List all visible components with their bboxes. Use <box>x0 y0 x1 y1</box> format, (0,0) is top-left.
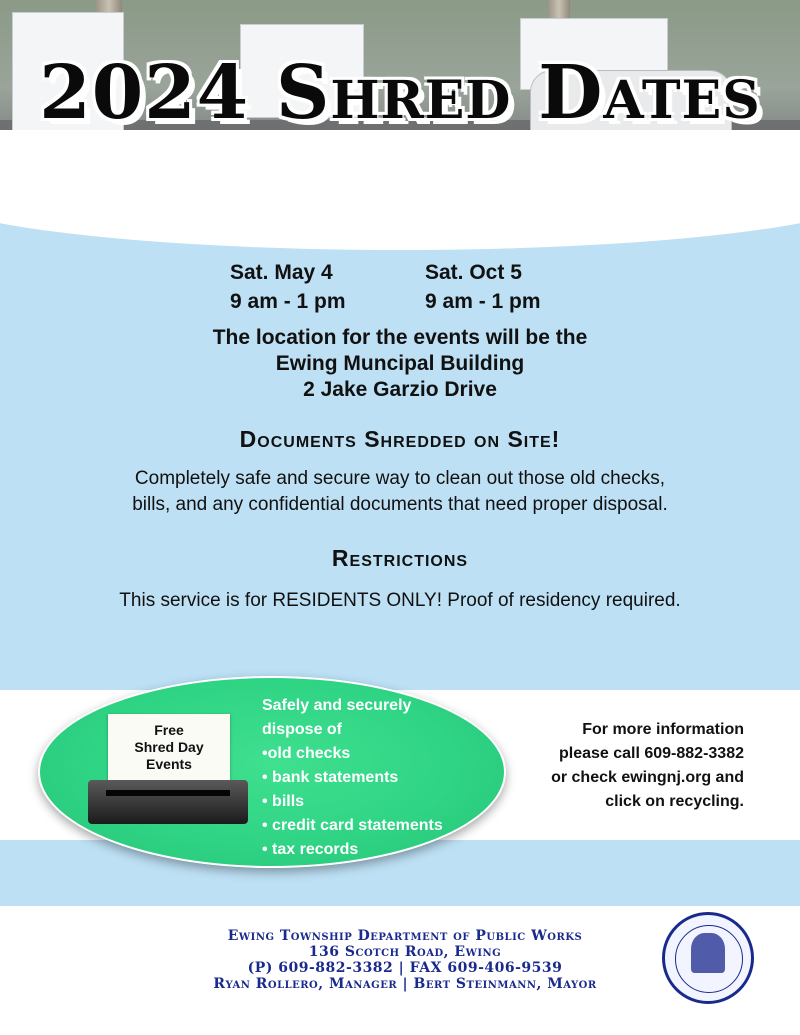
footer-line: Ewing Township Department of Public Works <box>227 928 583 944</box>
event-day: Sat. Oct 5 <box>425 261 522 284</box>
footer-line: 136 Scotch Road, Ewing <box>308 944 502 960</box>
info-line: click on recycling. <box>605 793 744 810</box>
list-item: •old checks <box>262 745 351 762</box>
footer-contact <box>165 928 645 992</box>
paper-label: Shred Day <box>134 739 204 755</box>
shredder-slot <box>106 790 230 796</box>
location-line: 2 Jake Garzio Drive <box>303 378 497 401</box>
location-line: Ewing Muncipal Building <box>275 352 525 375</box>
more-info <box>520 718 744 814</box>
description-line: bills, and any confidential documents that need proper disposal. <box>132 494 668 515</box>
event-date-oct <box>425 258 541 316</box>
restrictions-heading: Restrictions <box>331 545 469 571</box>
list-item: • tax records <box>262 841 359 858</box>
location-line: The location for the events will be the <box>212 326 588 349</box>
list-item: • credit card statements <box>262 817 443 834</box>
event-time: 9 am - 1 pm <box>425 290 541 313</box>
info-line: or check ewingnj.org and <box>551 769 744 786</box>
page-title: 2024 Shred Dates <box>39 50 761 136</box>
description-line: Completely safe and secure way to clean out those old checks, <box>134 468 666 489</box>
list-item: • bank statements <box>262 769 399 786</box>
shredded-description <box>0 466 800 518</box>
event-day: Sat. May 4 <box>230 261 333 284</box>
township-seal-icon <box>662 912 754 1004</box>
curve-divider <box>0 130 800 250</box>
shredder-icon <box>88 780 248 824</box>
footer-line: (P) 609-882-3382 | FAX 609-406-9539 <box>247 960 563 976</box>
dispose-intro: Safely and securely <box>262 697 412 714</box>
event-time: 9 am - 1 pm <box>230 290 346 313</box>
dispose-list <box>262 694 443 862</box>
restrictions-text: This service is for RESIDENTS ONLY! Proof of residency required. <box>119 590 681 611</box>
event-location <box>0 325 800 403</box>
shredded-heading: Documents Shredded on Site! <box>239 426 561 452</box>
dispose-intro: dispose of <box>262 721 343 738</box>
info-line: For more information <box>582 721 744 738</box>
list-item: • bills <box>262 793 305 810</box>
footer-line: Ryan Rollero, Manager | Bert Steinmann, Mayor <box>213 976 597 992</box>
info-line: please call 609-882-3382 <box>558 745 744 762</box>
seal-figure <box>691 933 725 973</box>
paper-label: Events <box>146 756 192 772</box>
paper-label: Free <box>154 722 184 738</box>
event-date-may <box>230 258 346 316</box>
